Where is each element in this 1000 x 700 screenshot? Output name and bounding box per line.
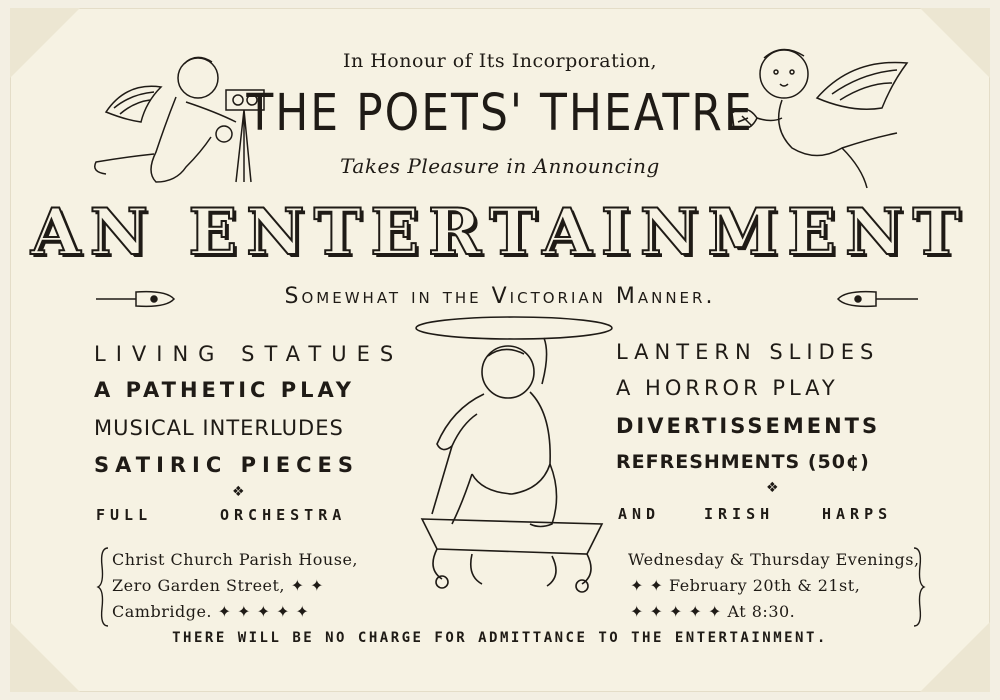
music-full: FULL <box>96 506 153 524</box>
brace-right <box>912 546 926 628</box>
act-refreshments: REFRESHMENTS (50¢) <box>616 451 870 473</box>
music-harps: HARPS <box>822 505 893 523</box>
dates-line-1: Wednesday & Thursday Evenings, <box>628 550 920 569</box>
dates-line-3: ✦ ✦ ✦ ✦ ✦ At 8:30. <box>630 602 796 621</box>
venue-line-3: Cambridge. ✦ ✦ ✦ ✦ ✦ <box>112 602 310 621</box>
subtitle-line: Somewhat in the Victorian Manner. <box>284 284 716 309</box>
venue-line-1: Christ Church Parish House, <box>112 550 358 569</box>
cherub-table-icon <box>412 314 616 600</box>
act-satiric-pieces: SATIRIC PIECES <box>94 453 360 477</box>
brace-left <box>96 546 110 628</box>
act-living-statues: LIVING STATUES <box>94 342 404 366</box>
main-title: AN ENTERTAINMENT <box>30 195 970 270</box>
music-orchestra: ORCHESTRA <box>220 506 347 524</box>
act-musical-interludes: MUSICAL INTERLUDES <box>94 416 344 440</box>
act-divertissements: DIVERTISSEMENTS <box>616 414 881 438</box>
theatre-name: THE POETS' THEATRE <box>246 84 754 143</box>
act-pathetic-play: A PATHETIC PLAY <box>94 378 355 402</box>
ornament-right: ❖ <box>766 480 779 496</box>
music-and: AND <box>618 505 661 523</box>
dates-line-2: ✦ ✦ February 20th & 21st, <box>630 576 861 595</box>
honour-line: In Honour of Its Incorporation, <box>342 50 658 72</box>
pointing-hand-icon-right <box>836 288 918 310</box>
act-lantern-slides: LANTERN SLIDES <box>616 340 880 364</box>
admission-footer: THERE WILL BE NO CHARGE FOR ADMITTANCE TO THE ENTERTAINMENT. <box>172 630 828 646</box>
music-irish: IRISH <box>704 505 775 523</box>
announcing-line: Takes Pleasure in Announcing <box>340 154 660 178</box>
ornament-left: ❖ <box>232 484 245 500</box>
act-horror-play: A HORROR PLAY <box>616 376 839 400</box>
venue-line-2: Zero Garden Street, ✦ ✦ <box>112 576 324 595</box>
